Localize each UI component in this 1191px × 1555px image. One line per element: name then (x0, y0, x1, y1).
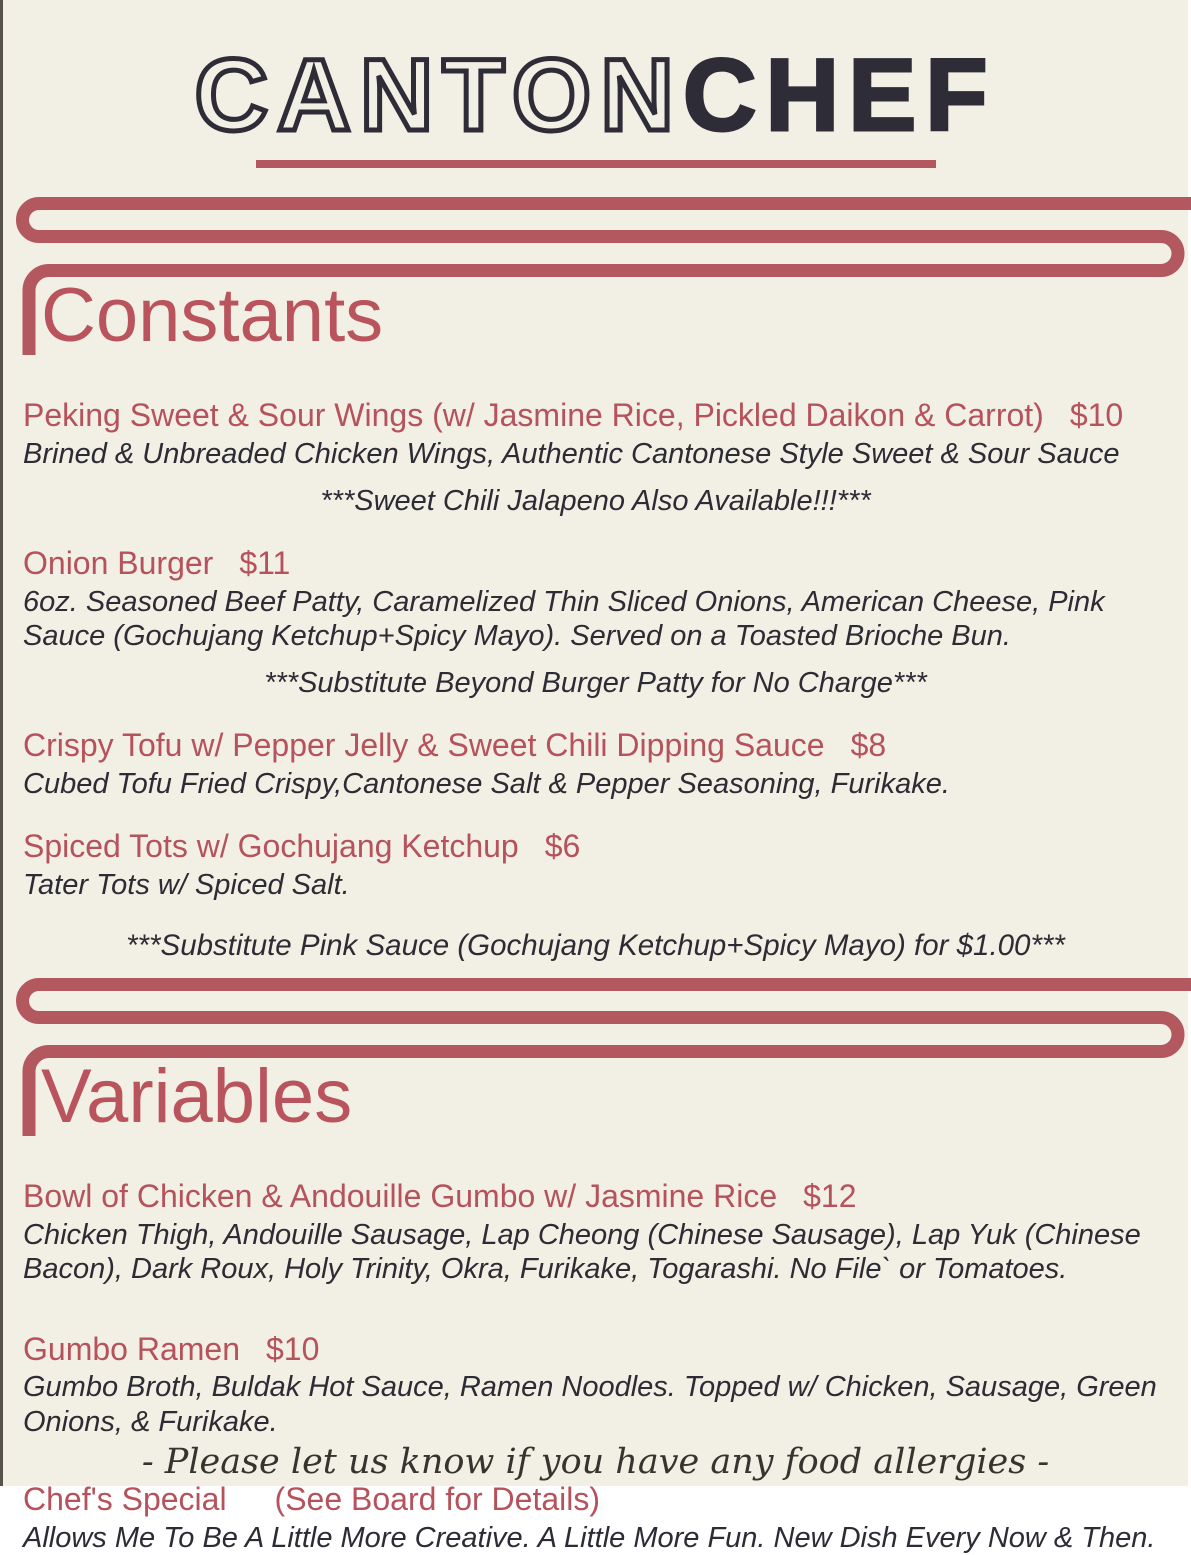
item-name: Spiced Tots w/ Gochujang Ketchup (23, 828, 519, 865)
menu-item (23, 1178, 1168, 1286)
item-description: 6oz. Seasoned Beef Patty, Caramelized Thin Sliced Onions, American Cheese, Pink Sauce (Gochujang Ketchup+Spicy Mayo). Served on a Toasted Brioche Bun. (23, 585, 1105, 653)
menu-item (23, 1481, 1168, 1555)
item-note: ***Sweet Chili Jalapeno Also Available!!!*** (320, 485, 871, 518)
item-name: Chef's Special (23, 1480, 227, 1517)
section-title: Constants (41, 273, 384, 358)
section-header-constants (3, 194, 1188, 359)
menu-item (23, 397, 1168, 518)
menu-item (23, 1331, 1168, 1439)
item-note: ***Substitute Beyond Burger Patty for No Charge*** (264, 667, 927, 700)
section-title: Variables (41, 1054, 353, 1140)
item-description: Cubed Tofu Fried Crispy,Cantonese Salt & Pepper Seasoning, Furikake. (23, 768, 950, 801)
item-price: $6 (544, 828, 581, 865)
menu-item (23, 828, 1168, 902)
menu-item (23, 545, 1168, 700)
variables-item-list (3, 1178, 1188, 1554)
item-price: (See Board for Details) (274, 1480, 601, 1517)
item-price: $11 (239, 545, 291, 582)
item-name: Peking Sweet & Sour Wings (w/ Jasmine Rice, Pickled Daikon & Carrot) (23, 397, 1044, 433)
item-price: $10 (265, 1330, 320, 1367)
item-description: Tater Tots w/ Spiced Salt. (23, 869, 350, 902)
item-name: Onion Burger (23, 545, 214, 582)
item-description: Gumbo Broth, Buldak Hot Sauce, Ramen Noodles. Topped w/ Chicken, Sausage, Green Onions, & Furikake. (23, 1371, 1157, 1438)
item-price: $8 (850, 727, 887, 764)
logo-text-chef: CHEF (682, 38, 997, 152)
logo-text-canton: CANTON (194, 38, 683, 152)
item-price: $10 (1069, 397, 1124, 433)
section-note: ***Substitute Pink Sauce (Gochujang Ketchup+Spicy Mayo) for $1.00*** (126, 929, 1065, 963)
constants-item-list (3, 397, 1188, 902)
item-name: Bowl of Chicken & Andouille Gumbo w/ Jasmine Rice (23, 1178, 778, 1215)
section-header-variables (3, 975, 1188, 1140)
allergy-notice: - Please let us know if you have any food allergies - (141, 1442, 1050, 1482)
menu-item (23, 727, 1168, 801)
restaurant-logo (3, 0, 1188, 152)
item-name: Gumbo Ramen (23, 1330, 240, 1367)
item-description: Chicken Thigh, Andouille Sausage, Lap Cheong (Chinese Sausage), Lap Yuk (Chinese Bacon), Dark Roux, Holy Trinity, Okra, Furikake, Togarashi. No File` or Tomatoes. (23, 1219, 1141, 1286)
item-name: Crispy Tofu w/ Pepper Jelly & Sweet Chili Dipping Sauce (23, 727, 825, 764)
item-description: Brined & Unbreaded Chicken Wings, Authentic Cantonese Style Sweet & Sour Sauce (23, 437, 1120, 470)
item-description: Allows Me To Be A Little More Creative. A Little More Fun. New Dish Every Now & Then. (23, 1521, 1156, 1554)
item-price: $12 (803, 1178, 857, 1215)
logo-underline-rule (256, 160, 936, 168)
